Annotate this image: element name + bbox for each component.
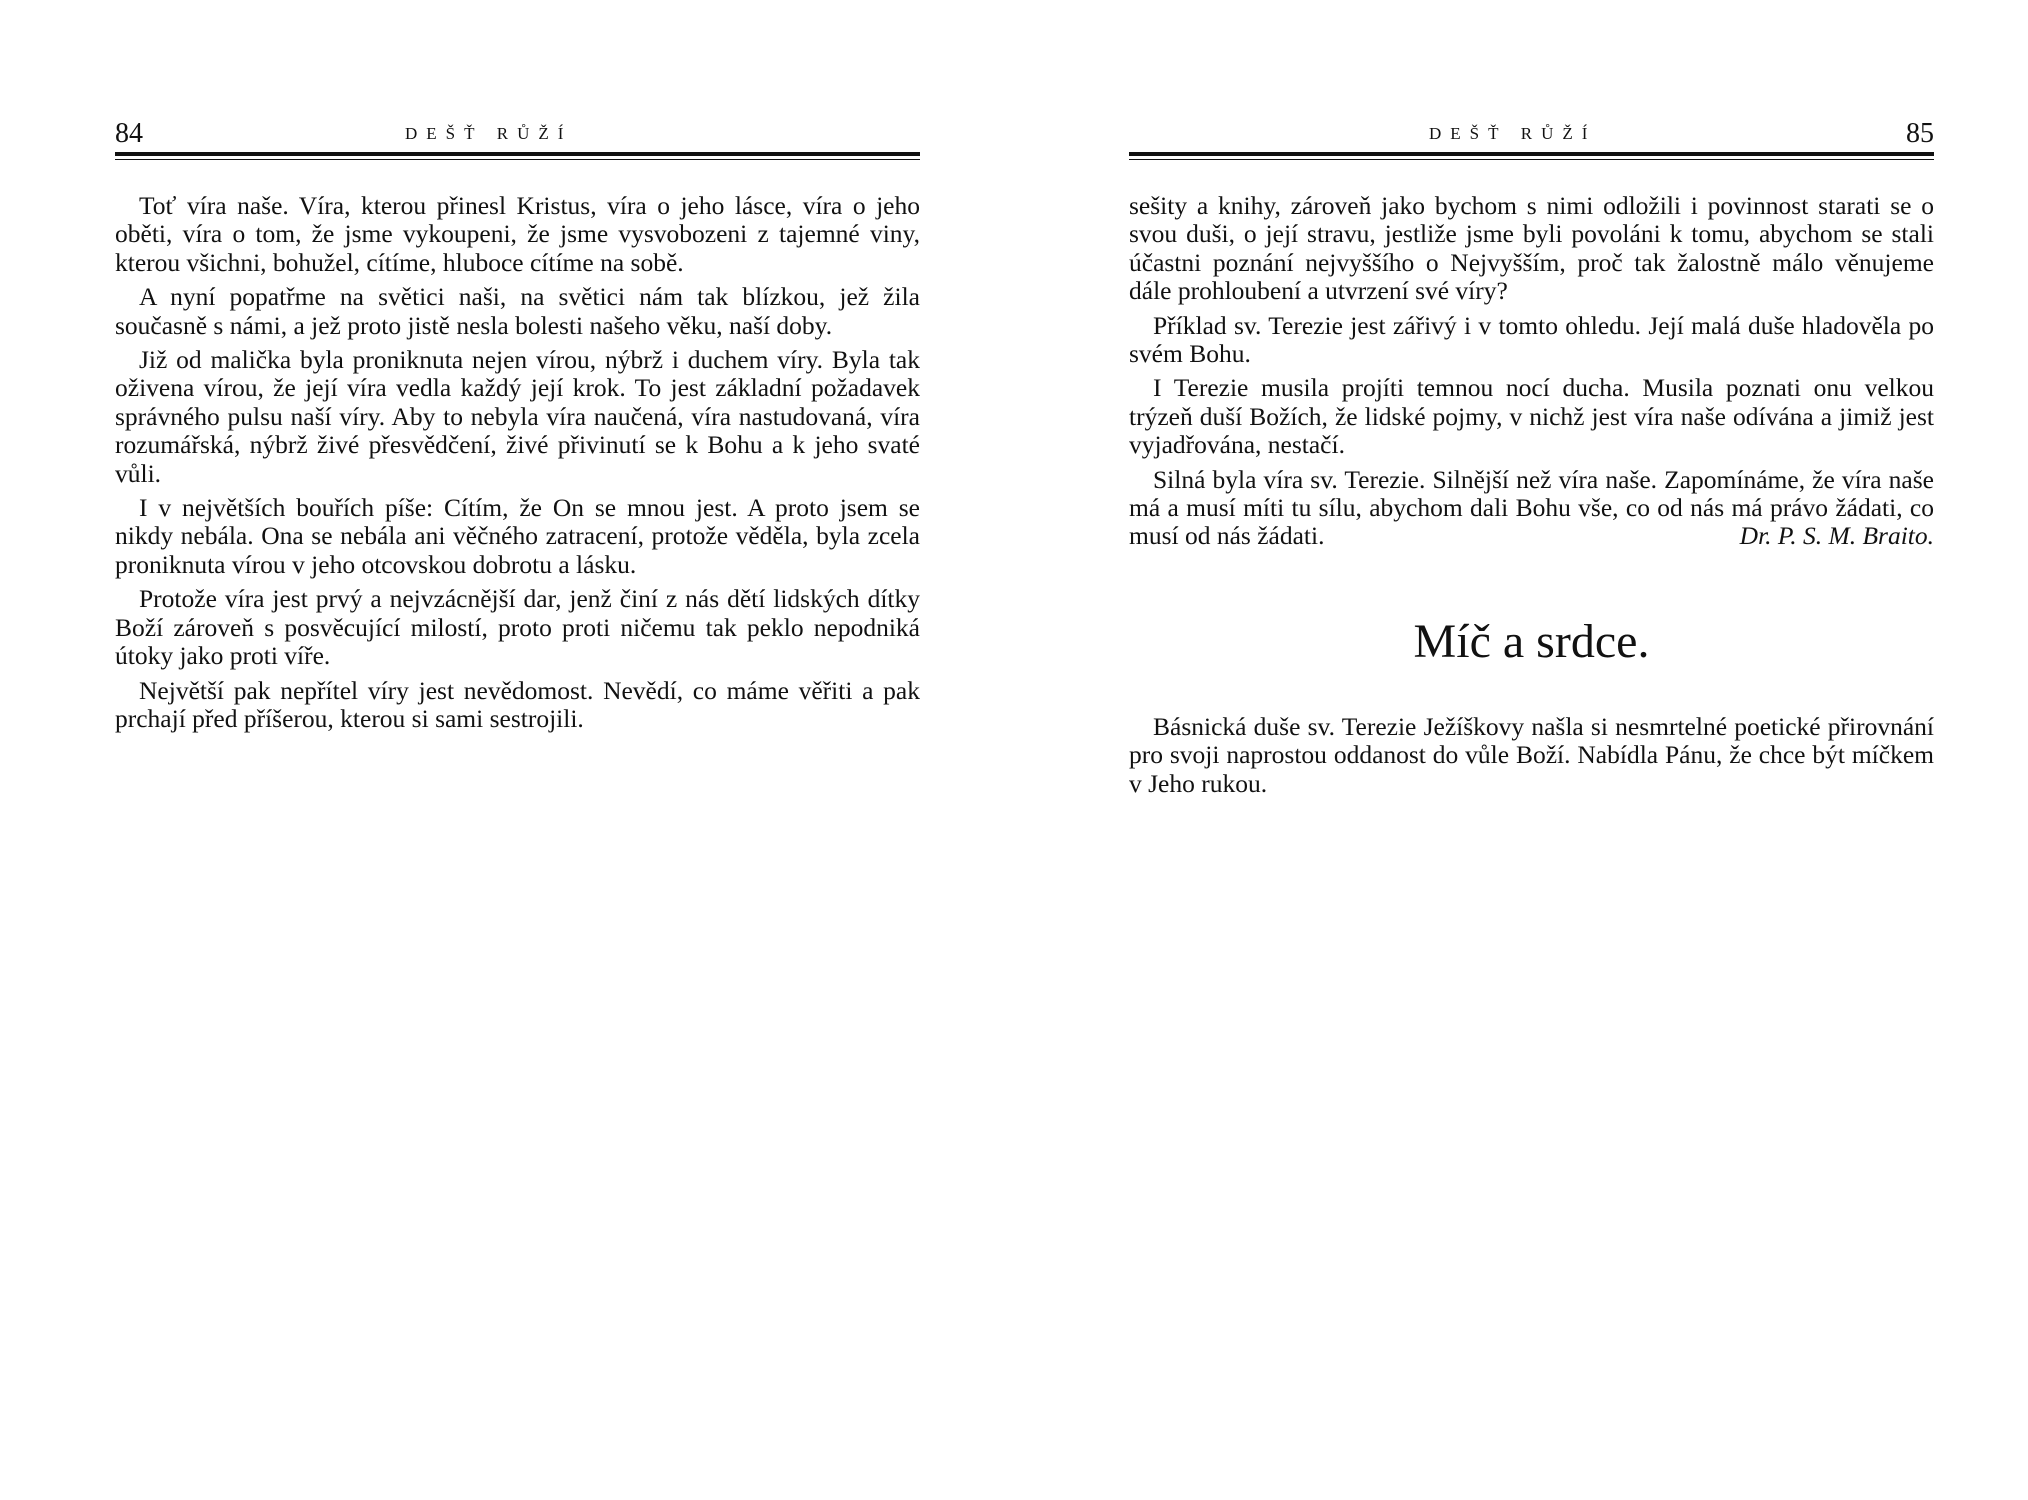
paragraph: sešity a knihy, zároveň jako bychom s nimi odložili i povinnost starati se o svou duši, o její stravu, jestliže jsme byli povoláni k tomu, abychom se stali účastni poznání nejvyššího o Nejvyšším, proč tak žalostně málo věnujeme dále prohloubení a utvrzení své víry? — [1129, 191, 1934, 306]
paragraph: Příklad sv. Terezie jest zářivý i v tomto ohledu. Její malá duše hladověla po svém Bohu. — [1129, 310, 1934, 369]
running-head-left: DEŠŤ RŮŽÍ — [405, 124, 573, 143]
paragraph: Protože víra jest prvý a nejvzácnější dar, jenž činí z nás dětí lidských dítky Boží zároveň s posvěcující milostí, proto proti ničemu tak peklo nepodniká útoky jako proti víře. — [115, 584, 920, 671]
right-page-header — [1129, 118, 1934, 150]
paragraph: Básnická duše sv. Terezie Ježíškovy našla si nesmrtelné poetické přirovnání pro svoji naprostou oddanost do vůle Boží. Nabídla Pánu, že chce být míčkem v Jeho rukou. — [1129, 711, 1934, 798]
author-signature: Dr. P. S. M. Braito. — [1739, 521, 1934, 551]
left-page-header — [115, 118, 920, 150]
page-number-left: 84 — [115, 118, 143, 149]
right-page — [1014, 0, 2028, 1500]
paragraph: Již od malička byla proniknuta nejen vírou, nýbrž i duchem víry. Byla tak oživena vírou, že její víra vedla každý její krok. To jest základní požadavek správného pulsu naší víry. Aby to nebyla víra naučená, víra nastudovaná, víra rozumářská, nýbrž živé přesvědčení, živé přivinutí se k Bohu a k jeho svaté vůli. — [115, 345, 920, 488]
paragraph: A nyní popatřme na světici naši, na světici nám tak blízkou, jež žila současně s námi, a jež proto jistě nesla bolesti našeho věku, naší doby. — [115, 282, 920, 340]
left-page-body — [115, 192, 920, 739]
header-rule-thick-right — [1129, 152, 1934, 156]
running-head-right: DEŠŤ RŮŽÍ — [1429, 124, 1597, 143]
section-title: Míč a srdce. — [1413, 614, 1650, 668]
paragraph — [1129, 466, 1934, 551]
paragraph-text: Silná byla víra sv. Terezie. Silnější než víra naše. Zapomínáme, že víra naše má a musí míti tu sílu, abychom dali Bohu vše, co od nás má právo žádati, co musí od nás žádati. — [1129, 464, 1934, 551]
page-number-right: 85 — [1906, 118, 1934, 149]
header-rule-thin-left — [115, 159, 920, 160]
right-page-body — [1129, 192, 1934, 804]
paragraph: Největší pak nepřítel víry jest nevědomost. Nevědí, co máme věřiti a pak prchají před příšerou, kterou si sami sestrojili. — [115, 675, 920, 733]
header-rule-thick-left — [115, 152, 920, 156]
paragraph: I Terezie musila projíti temnou nocí ducha. Musila poznati onu velkou trýzeň duší Božích, že lidské pojmy, v nichž jest víra naše odívána a jimiž jest vyjadřována, nestačí. — [1129, 373, 1934, 460]
paragraph: Toť víra naše. Víra, kterou přinesl Kristus, víra o jeho lásce, víra o jeho oběti, víra o tom, že jsme vykoupeni, že jsme vysvobozeni z tajemné viny, kterou všichni, bohužel, cítíme, hluboce cítíme na sobě. — [115, 191, 920, 277]
paragraph: I v největších bouřích píše: Cítím, že On se mnou jest. A proto jsem se nikdy nebála. Ona se nebála ani věčného zatracení, protože věděla, byla zcela proniknuta vírou v jeho otcovskou dobrotu a lásku. — [115, 493, 920, 579]
header-rule-thin-right — [1129, 159, 1934, 160]
